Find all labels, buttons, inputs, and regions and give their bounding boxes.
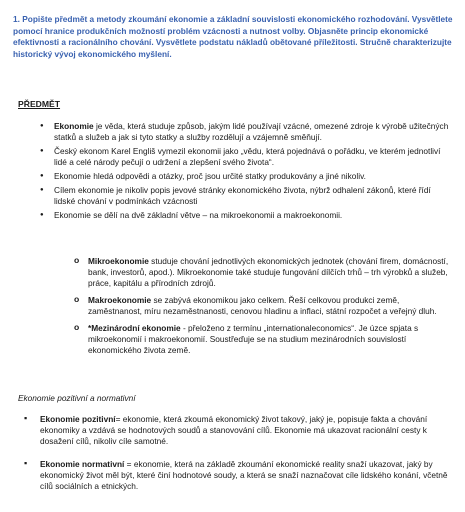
- section-heading: PŘEDMĚT: [18, 99, 61, 109]
- square-bullet-list: [24, 414, 454, 504]
- list-item: o Makroekonomie se zabývá ekonomikou jako celkem. Řeší celkovou produkci země, zaměstnanost, míru nezaměstnanosti, cenovou hladinu a inflaci, státní rozpočet a veřejný dluh.: [74, 295, 454, 317]
- list-item: ● Cílem ekonomie je nikoliv popis jevové stránky ekonomického života, nýbrž odhalení zákonů, které řídí lidské chování v podmínkách vzácnosti: [40, 185, 452, 207]
- list-item: ● Ekonomie se dělí na dvě základní větve – na mikroekonomii a makroekonomii.: [40, 210, 452, 221]
- sub-bullet-list: [74, 256, 454, 362]
- list-item: ▪ Ekonomie pozitivní= ekonomie, která zkoumá ekonomický život takový, jaký je, popisuje fakta a chování ekonomiky a vzdává se hodnotových soudů a stanovování cílů. Ekonomie má ukazovat racionální cesty k dosažení cílů, nikoliv cíle samotné.: [24, 414, 454, 447]
- subheading: Ekonomie pozitivní a normativní: [18, 393, 136, 403]
- question-text: 1. Popište předmět a metody zkoumání ekonomie a základní souvislosti ekonomického rozhodování. Vysvětlete pomocí hranice produkčních možností problém vzácnosti a nutnost volby. Objasněte princip ekonomické efektivnosti a racionálního chování. Vysvětlete podstatu nákladů obětované příležitosti. Stručně charakterizujte historický vývoj ekonomického myšlení.: [13, 14, 453, 60]
- list-item: o Mikroekonomie studuje chování jednotlivých ekonomických jednotek (chování firem, domácností, bank, investorů, apod.). Mikroekonomie také studuje fungování dílčích trhů – trh výrobků a služeb, práce, kapitálu a přírodních zdrojů.: [74, 256, 454, 289]
- list-item: ● Ekonomie hledá odpovědi a otázky, proč jsou určité statky produkovány a jiné nikoliv.: [40, 171, 452, 182]
- list-item: ● Český ekonom Karel Engliš vymezil ekonomii jako „vědu, která pojednává o pořádku, ve kterém jednotliví lidé a celé národy pečují o udržení a zlepšení svého života“.: [40, 146, 452, 168]
- list-item: o *Mezinárodní ekonomie - přeloženo z termínu „internationaleconomics“. Je úzce spjata s mikroekonomií i makroekonomií. Soustřeďuje se na studium mezinárodních souvislostí ekonomického života země.: [74, 323, 454, 356]
- main-bullet-list: [40, 121, 452, 224]
- list-item: ● Ekonomie je věda, která studuje způsob, jakým lidé používají vzácné, omezené zdroje k výrobě užitečných statků a služeb a jak si tyto statky a služby rozdělují a vzájemně směňují.: [40, 121, 452, 143]
- list-item: ▪ Ekonomie normativní = ekonomie, která na základě zkoumání ekonomické reality snaží ukazovat, jaký by ekonomický život měl být, které činí hodnotové soudy, a která se snaží naznačovat cíle lidského konání, včetně cílů sociálních a etnických.: [24, 459, 454, 492]
